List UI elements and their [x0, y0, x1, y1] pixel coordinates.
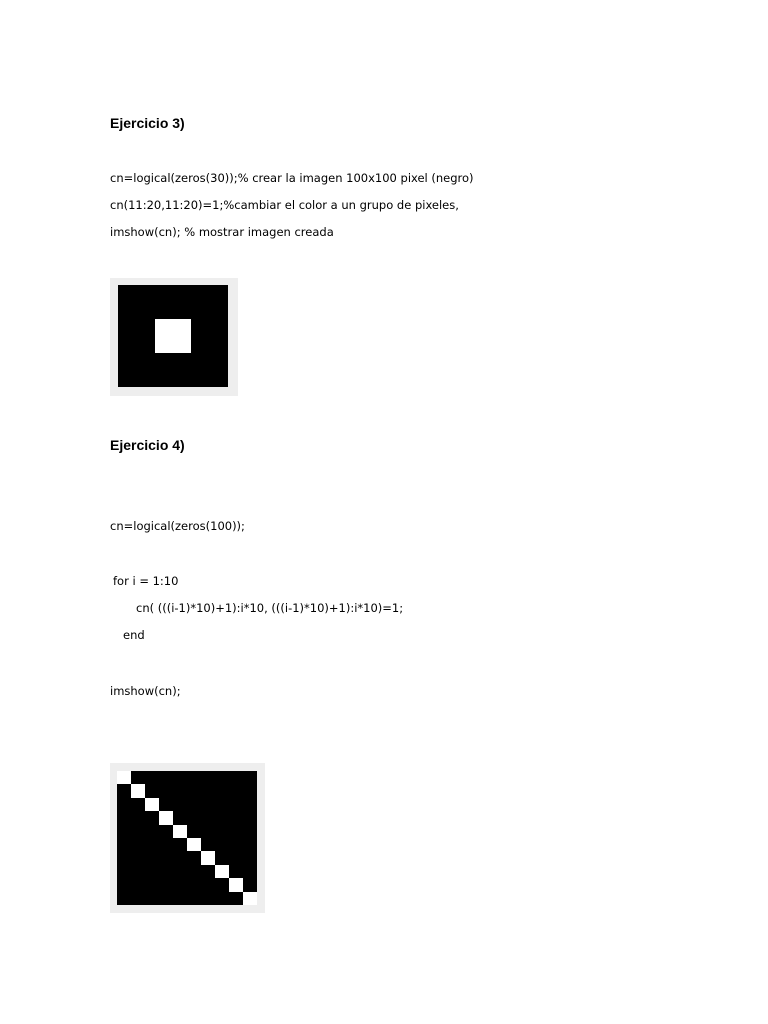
- ex3-figure: [110, 278, 238, 396]
- ex4-diagonal-block: [229, 878, 243, 891]
- ex3-code-line-1: cn=logical(zeros(30));% crear la imagen 100x100 pixel (negro): [110, 171, 474, 185]
- ex4-diagonal-block: [243, 892, 257, 905]
- ex3-figure-canvas: [118, 285, 228, 387]
- ex4-diagonal-block: [145, 798, 159, 811]
- ex4-code-line-1: cn=logical(zeros(100));: [110, 519, 245, 533]
- ex4-code-line-2: for i = 1:10: [113, 574, 179, 588]
- ex4-code-line-4: end: [123, 628, 145, 642]
- ex3-code-line-3: imshow(cn); % mostrar imagen creada: [110, 225, 334, 239]
- ex3-white-square: [155, 319, 192, 353]
- exercise-3-heading: Ejercicio 3): [110, 115, 185, 131]
- ex4-code-line-3: cn( (((i-1)*10)+1):i*10, (((i-1)*10)+1):i*10)=1;: [136, 601, 404, 615]
- ex4-figure-canvas: [117, 771, 257, 905]
- ex4-diagonal-block: [131, 784, 145, 797]
- ex4-diagonal-block: [187, 838, 201, 851]
- ex3-code-line-2: cn(11:20,11:20)=1;%cambiar el color a un grupo de pixeles,: [110, 198, 459, 212]
- ex4-figure: [110, 763, 265, 913]
- ex4-code-line-5: imshow(cn);: [110, 684, 181, 698]
- ex4-diagonal-block: [117, 771, 131, 784]
- ex4-diagonal-block: [173, 825, 187, 838]
- ex4-diagonal-block: [159, 811, 173, 824]
- ex4-diagonal-block: [215, 865, 229, 878]
- exercise-4-heading: Ejercicio 4): [110, 437, 185, 453]
- ex4-diagonal-block: [201, 851, 215, 864]
